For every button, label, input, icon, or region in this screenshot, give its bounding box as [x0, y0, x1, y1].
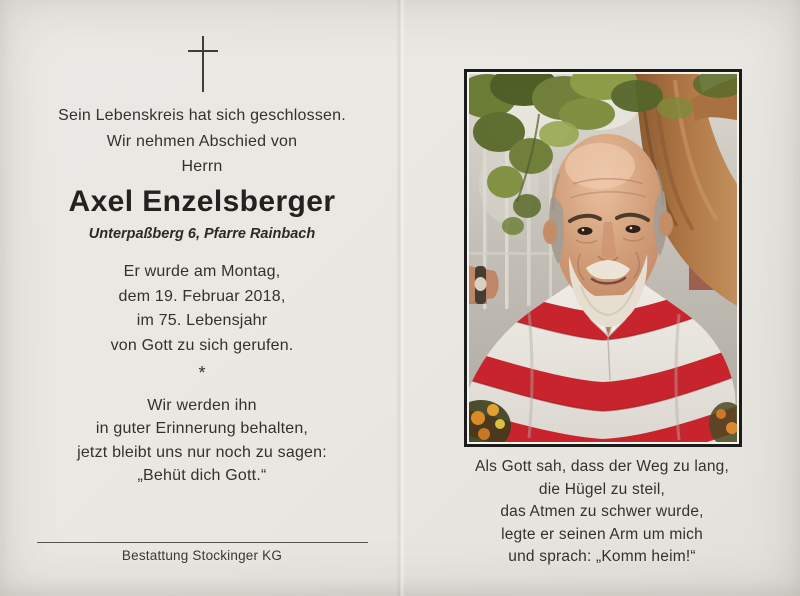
farewell-line: „Behüt dich Gott.“: [137, 467, 267, 485]
intro-text: [16, 103, 388, 180]
intro-line: Sein Lebenskreis hat sich geschlossen.: [58, 107, 346, 124]
farewell-line: in guter Erinnerung behalten,: [95, 420, 309, 438]
farewell-line: jetzt bleibt uns nur noch zu sagen:: [77, 443, 327, 461]
intro-line: Herrn: [181, 158, 223, 175]
asterisk-separator: *: [198, 363, 206, 383]
cross-icon: [188, 36, 218, 92]
poem-line: Als Gott sah, dass der Weg zu lang,: [475, 458, 729, 475]
poem-line: die Hügel zu steil,: [538, 480, 666, 498]
poem-line: und sprach: „Komm heim!“: [508, 548, 696, 566]
portrait-photo: [464, 69, 742, 447]
deceased-address: Unterpaßberg 6, Pfarre Rainbach: [88, 226, 316, 242]
card-fold: [396, 0, 405, 596]
portrait-illustration: [469, 74, 737, 442]
obituary-line: dem 19. Februar 2018,: [118, 287, 286, 305]
obituary-line: Er wurde am Montag,: [123, 263, 281, 280]
farewell-text: [16, 394, 388, 488]
poem-line: legte er seinen Arm um mich: [501, 525, 703, 543]
obituary-line: im 75. Lebensjahr: [136, 312, 268, 330]
footer-divider: [37, 542, 368, 543]
funeral-home-name: Bestattung Stockinger KG: [121, 548, 283, 563]
poem-text: [450, 456, 754, 569]
intro-line: Wir nehmen Abschied von: [106, 132, 298, 150]
obituary-text: [16, 260, 388, 358]
farewell-line: Wir werden ihn: [147, 397, 257, 414]
poem-line: das Atmen zu schwer wurde,: [500, 503, 704, 521]
deceased-name: Axel Enzelsberger: [68, 185, 336, 218]
obituary-line: von Gott zu sich gerufen.: [110, 336, 294, 354]
